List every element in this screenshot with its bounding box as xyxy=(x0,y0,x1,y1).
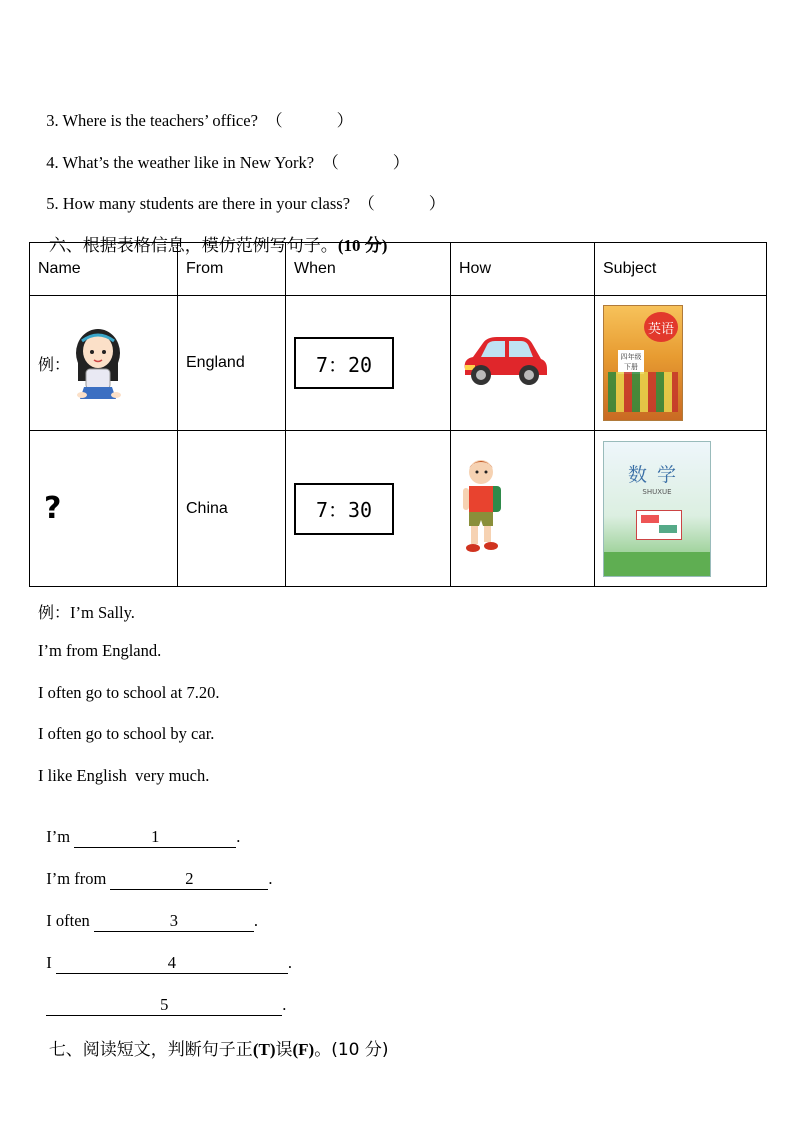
example-text: I’m Sally. xyxy=(70,603,135,622)
example-label: 例： xyxy=(38,603,71,622)
section-title: 六、根据表格信息，模仿范例写句子。 xyxy=(48,236,338,256)
blank-suffix: . xyxy=(282,995,287,1014)
from-cell: China xyxy=(178,431,286,587)
blank-number: 4 xyxy=(167,953,176,972)
example-line-5: I like English very much. xyxy=(38,766,210,785)
info-table xyxy=(29,242,767,587)
section-score: (10 分) xyxy=(337,236,388,255)
header-name: Name xyxy=(30,243,178,296)
blank-suffix: . xyxy=(253,911,259,930)
section-title: 七、阅读短文，判断句子正 xyxy=(48,1040,253,1060)
section-7-heading xyxy=(38,1015,389,1060)
blank-prefix: I’m xyxy=(46,827,75,846)
question-5 xyxy=(38,170,445,214)
book-title: 英语 xyxy=(644,312,678,342)
question-4 xyxy=(38,129,409,173)
blank-prefix: I xyxy=(46,953,56,972)
paren-close: ） xyxy=(428,194,446,213)
question-text: 4. What’s the weather like in New York? （ xyxy=(46,153,339,172)
walking-boy-icon xyxy=(459,456,509,556)
math-book-icon xyxy=(603,441,711,577)
header-when: When xyxy=(286,243,451,296)
blank-suffix: . xyxy=(236,827,241,846)
section-title-mid: 误 xyxy=(275,1040,293,1060)
header-how: How xyxy=(451,243,595,296)
blank-suffix: . xyxy=(287,953,292,972)
book-subtitle: SHUXUE xyxy=(642,487,672,496)
true-marker: (T) xyxy=(252,1040,276,1059)
blank-suffix: . xyxy=(268,869,273,888)
question-text: 5. How many students are there in your class? （ xyxy=(46,194,375,213)
book-grade: 四年级 下册 xyxy=(618,350,644,374)
table-header-row xyxy=(30,243,767,296)
blank-prefix: I often xyxy=(46,911,94,930)
name-cell xyxy=(30,296,178,431)
time-text: 7：30 xyxy=(315,498,373,522)
table-row xyxy=(30,431,767,587)
blank-number: 5 xyxy=(160,995,169,1014)
english-book-icon xyxy=(603,305,683,421)
paren-close: ） xyxy=(392,153,410,172)
book-art xyxy=(608,372,678,412)
paren-close: ） xyxy=(336,111,354,130)
answer-blank[interactable] xyxy=(74,827,236,848)
example-line-1 xyxy=(38,600,135,623)
when-cell xyxy=(286,296,451,431)
header-subject: Subject xyxy=(595,243,767,296)
subject-cell xyxy=(595,296,767,431)
question-text: 3. Where is the teachers’ office? （ xyxy=(46,111,283,130)
blank-line-4 xyxy=(38,933,292,974)
subject-cell xyxy=(595,431,767,587)
answer-blank[interactable] xyxy=(94,911,254,932)
example-label: 例： xyxy=(38,354,71,374)
book-art xyxy=(604,552,710,576)
answer-blank[interactable] xyxy=(56,953,288,974)
car-icon xyxy=(459,331,549,391)
table-row xyxy=(30,296,767,431)
blank-line-1 xyxy=(38,807,240,848)
section-score: 。(10 分) xyxy=(314,1040,389,1060)
header-from: From xyxy=(178,243,286,296)
blank-line-5 xyxy=(38,975,286,1016)
blank-number: 3 xyxy=(169,911,179,930)
name-cell xyxy=(30,431,178,587)
how-cell xyxy=(451,431,595,587)
how-cell xyxy=(451,296,595,431)
clock-icon xyxy=(294,483,394,535)
false-marker: (F) xyxy=(292,1040,315,1059)
question-mark: ? xyxy=(44,491,62,526)
question-3 xyxy=(38,87,353,131)
example-line-3: I often go to school at 7.20. xyxy=(38,683,220,702)
blank-prefix: I’m from xyxy=(46,869,111,888)
from-cell: England xyxy=(178,296,286,431)
blank-number: 1 xyxy=(151,827,160,846)
blank-number: 2 xyxy=(185,869,194,888)
book-art xyxy=(636,510,682,540)
example-line-2: I’m from England. xyxy=(38,641,162,660)
book-title: 数学 xyxy=(627,463,686,486)
answer-blank[interactable] xyxy=(110,869,268,890)
girl-icon xyxy=(70,325,130,401)
time-text: 7：20 xyxy=(315,352,373,377)
clock-icon xyxy=(294,337,394,389)
when-cell xyxy=(286,431,451,587)
blank-line-3 xyxy=(38,891,258,932)
answer-blank[interactable] xyxy=(46,995,282,1016)
example-line-4: I often go to school by car. xyxy=(38,724,215,743)
blank-line-2 xyxy=(38,849,273,890)
